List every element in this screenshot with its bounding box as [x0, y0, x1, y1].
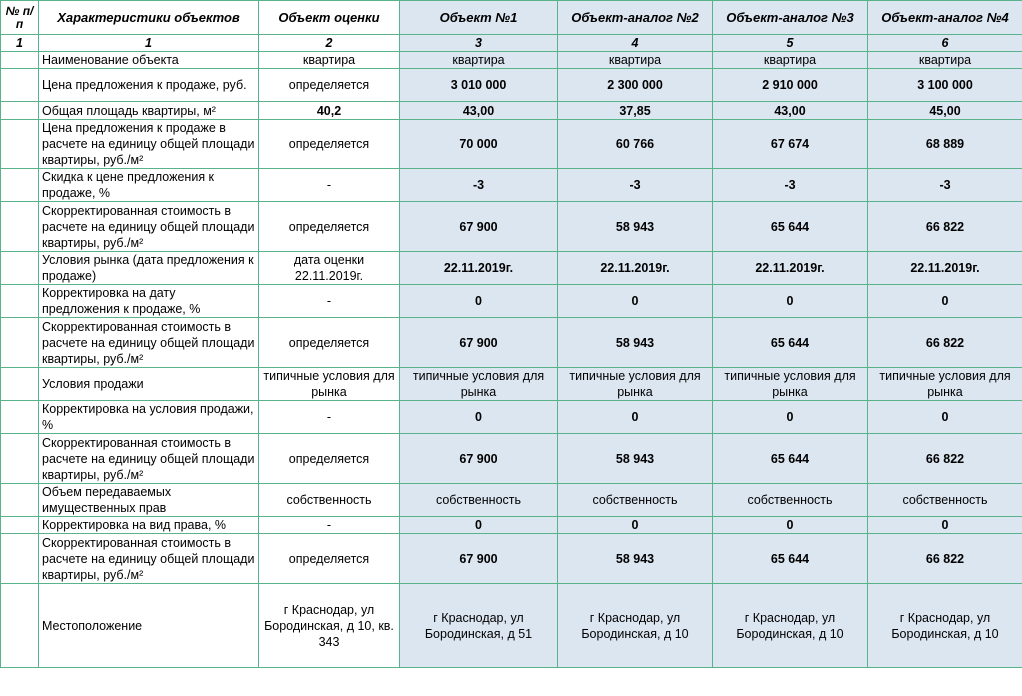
num-col-1: 1	[39, 35, 259, 52]
row-label: Цена предложения к продаже, руб.	[39, 69, 259, 102]
analog-value-4: 66 822	[868, 534, 1022, 584]
analog-value-3: 67 674	[713, 120, 868, 169]
header-object-1: Объект №1	[400, 1, 558, 35]
row-label: Корректировка на условия продажи, %	[39, 401, 259, 434]
subject-value: 40,2	[259, 102, 400, 120]
analog-value-1: г Краснодар, ул Бородинская, д 51	[400, 584, 558, 668]
analog-value-2: 60 766	[558, 120, 713, 169]
num-col-6: 6	[868, 35, 1022, 52]
subject-value: -	[259, 517, 400, 534]
row-label: Скорректированная стоимость в расчете на единицу общей площади квартиры, руб./м²	[39, 202, 259, 252]
row-number-cell	[1, 102, 39, 120]
row-number-cell	[1, 534, 39, 584]
numbering-row	[1, 35, 1022, 52]
analog-value-1: 0	[400, 285, 558, 318]
analog-value-1: 0	[400, 401, 558, 434]
row-label: Местоположение	[39, 584, 259, 668]
analog-value-3: 0	[713, 401, 868, 434]
row-label: Скорректированная стоимость в расчете на единицу общей площади квартиры, руб./м²	[39, 534, 259, 584]
row-number-cell	[1, 69, 39, 102]
subject-value: г Краснодар, ул Бородинская, д 10, кв. 343	[259, 584, 400, 668]
table-row	[1, 252, 1022, 285]
analog-value-4: 0	[868, 401, 1022, 434]
row-number-cell	[1, 484, 39, 517]
table-row	[1, 434, 1022, 484]
analog-value-1: квартира	[400, 52, 558, 69]
subject-value: определяется	[259, 534, 400, 584]
table-row	[1, 169, 1022, 202]
table-row	[1, 318, 1022, 368]
row-label: Объем передаваемых имущественных прав	[39, 484, 259, 517]
row-number-cell	[1, 252, 39, 285]
analog-value-1: 67 900	[400, 534, 558, 584]
num-col-3: 3	[400, 35, 558, 52]
analog-value-4: г Краснодар, ул Бородинская, д 10	[868, 584, 1022, 668]
analog-value-2: г Краснодар, ул Бородинская, д 10	[558, 584, 713, 668]
analog-value-3: 65 644	[713, 318, 868, 368]
analog-value-1: 67 900	[400, 318, 558, 368]
table-row	[1, 534, 1022, 584]
row-number-cell	[1, 318, 39, 368]
analog-value-3: квартира	[713, 52, 868, 69]
subject-value: квартира	[259, 52, 400, 69]
analog-value-2: -3	[558, 169, 713, 202]
table-row	[1, 102, 1022, 120]
header-analog-2: Объект-аналог №2	[558, 1, 713, 35]
row-number-cell	[1, 52, 39, 69]
subject-value: определяется	[259, 120, 400, 169]
subject-value: дата оценки 22.11.2019г.	[259, 252, 400, 285]
row-label: Общая площадь квартиры, м²	[39, 102, 259, 120]
subject-value: -	[259, 285, 400, 318]
subject-value: типичные условия для рынка	[259, 368, 400, 401]
analog-value-4: 45,00	[868, 102, 1022, 120]
table-row	[1, 69, 1022, 102]
analog-value-2: собственность	[558, 484, 713, 517]
analog-value-4: 66 822	[868, 434, 1022, 484]
analog-value-4: 66 822	[868, 318, 1022, 368]
header-row	[1, 1, 1022, 35]
row-number-cell	[1, 401, 39, 434]
analog-value-1: 3 010 000	[400, 69, 558, 102]
analog-value-2: 58 943	[558, 534, 713, 584]
row-label: Скорректированная стоимость в расчете на единицу общей площади квартиры, руб./м²	[39, 318, 259, 368]
analog-value-3: типичные условия для рынка	[713, 368, 868, 401]
analog-value-1: 43,00	[400, 102, 558, 120]
table-row	[1, 517, 1022, 534]
row-label: Условия рынка (дата предложения к продаже)	[39, 252, 259, 285]
analog-value-1: 67 900	[400, 434, 558, 484]
num-col-5: 5	[713, 35, 868, 52]
row-label: Корректировка на дату предложения к продаже, %	[39, 285, 259, 318]
row-number-cell	[1, 169, 39, 202]
analog-value-1: -3	[400, 169, 558, 202]
row-number-cell	[1, 202, 39, 252]
analog-value-1: 70 000	[400, 120, 558, 169]
analog-value-2: 0	[558, 517, 713, 534]
row-label: Корректировка на вид права, %	[39, 517, 259, 534]
analog-value-3: собственность	[713, 484, 868, 517]
analog-value-2: 2 300 000	[558, 69, 713, 102]
row-number-cell	[1, 434, 39, 484]
table-row	[1, 52, 1022, 69]
table-row	[1, 368, 1022, 401]
analog-value-4: типичные условия для рынка	[868, 368, 1022, 401]
subject-value: собственность	[259, 484, 400, 517]
analog-value-4: квартира	[868, 52, 1022, 69]
analog-value-3: 0	[713, 285, 868, 318]
row-number-cell	[1, 517, 39, 534]
analog-value-2: 58 943	[558, 202, 713, 252]
row-number-cell	[1, 120, 39, 169]
analog-value-4: 3 100 000	[868, 69, 1022, 102]
table-row	[1, 120, 1022, 169]
analog-value-2: 58 943	[558, 318, 713, 368]
analog-value-2: 22.11.2019г.	[558, 252, 713, 285]
analog-value-1: 0	[400, 517, 558, 534]
num-col-0: 1	[1, 35, 39, 52]
analog-value-3: 65 644	[713, 534, 868, 584]
table-row	[1, 202, 1022, 252]
analog-value-1: собственность	[400, 484, 558, 517]
analog-value-2: 58 943	[558, 434, 713, 484]
row-label: Цена предложения к продаже в расчете на единицу общей площади квартиры, руб./м²	[39, 120, 259, 169]
subject-value: -	[259, 169, 400, 202]
analog-value-2: 37,85	[558, 102, 713, 120]
subject-value: определяется	[259, 434, 400, 484]
header-characteristics: Характеристики объектов	[39, 1, 259, 35]
analog-value-4: 0	[868, 517, 1022, 534]
analog-value-2: 0	[558, 401, 713, 434]
header-no: № п/п	[1, 1, 39, 35]
row-label: Скорректированная стоимость в расчете на единицу общей площади квартиры, руб./м²	[39, 434, 259, 484]
analog-value-3: г Краснодар, ул Бородинская, д 10	[713, 584, 868, 668]
analog-value-3: 43,00	[713, 102, 868, 120]
analog-value-4: 66 822	[868, 202, 1022, 252]
row-number-cell	[1, 368, 39, 401]
table-row	[1, 285, 1022, 318]
header-subject: Объект оценки	[259, 1, 400, 35]
analog-value-4: 22.11.2019г.	[868, 252, 1022, 285]
analog-value-3: 2 910 000	[713, 69, 868, 102]
analog-value-1: типичные условия для рынка	[400, 368, 558, 401]
subject-value: -	[259, 401, 400, 434]
analog-value-3: 0	[713, 517, 868, 534]
header-analog-3: Объект-аналог №3	[713, 1, 868, 35]
row-label: Наименование объекта	[39, 52, 259, 69]
analog-value-3: 22.11.2019г.	[713, 252, 868, 285]
subject-value: определяется	[259, 69, 400, 102]
row-label: Скидка к цене предложения к продаже, %	[39, 169, 259, 202]
analog-value-2: квартира	[558, 52, 713, 69]
subject-value: определяется	[259, 202, 400, 252]
table-row	[1, 401, 1022, 434]
analog-value-4: -3	[868, 169, 1022, 202]
num-col-2: 2	[259, 35, 400, 52]
analog-value-2: типичные условия для рынка	[558, 368, 713, 401]
header-analog-4: Объект-аналог №4	[868, 1, 1022, 35]
analog-value-1: 67 900	[400, 202, 558, 252]
row-number-cell	[1, 584, 39, 668]
analog-value-3: -3	[713, 169, 868, 202]
analog-value-4: собственность	[868, 484, 1022, 517]
row-label: Условия продажи	[39, 368, 259, 401]
analog-value-4: 0	[868, 285, 1022, 318]
row-number-cell	[1, 285, 39, 318]
table-row	[1, 584, 1022, 668]
analog-value-3: 65 644	[713, 434, 868, 484]
analog-value-3: 65 644	[713, 202, 868, 252]
analog-value-4: 68 889	[868, 120, 1022, 169]
subject-value: определяется	[259, 318, 400, 368]
analog-value-2: 0	[558, 285, 713, 318]
num-col-4: 4	[558, 35, 713, 52]
table-row	[1, 484, 1022, 517]
analog-value-1: 22.11.2019г.	[400, 252, 558, 285]
